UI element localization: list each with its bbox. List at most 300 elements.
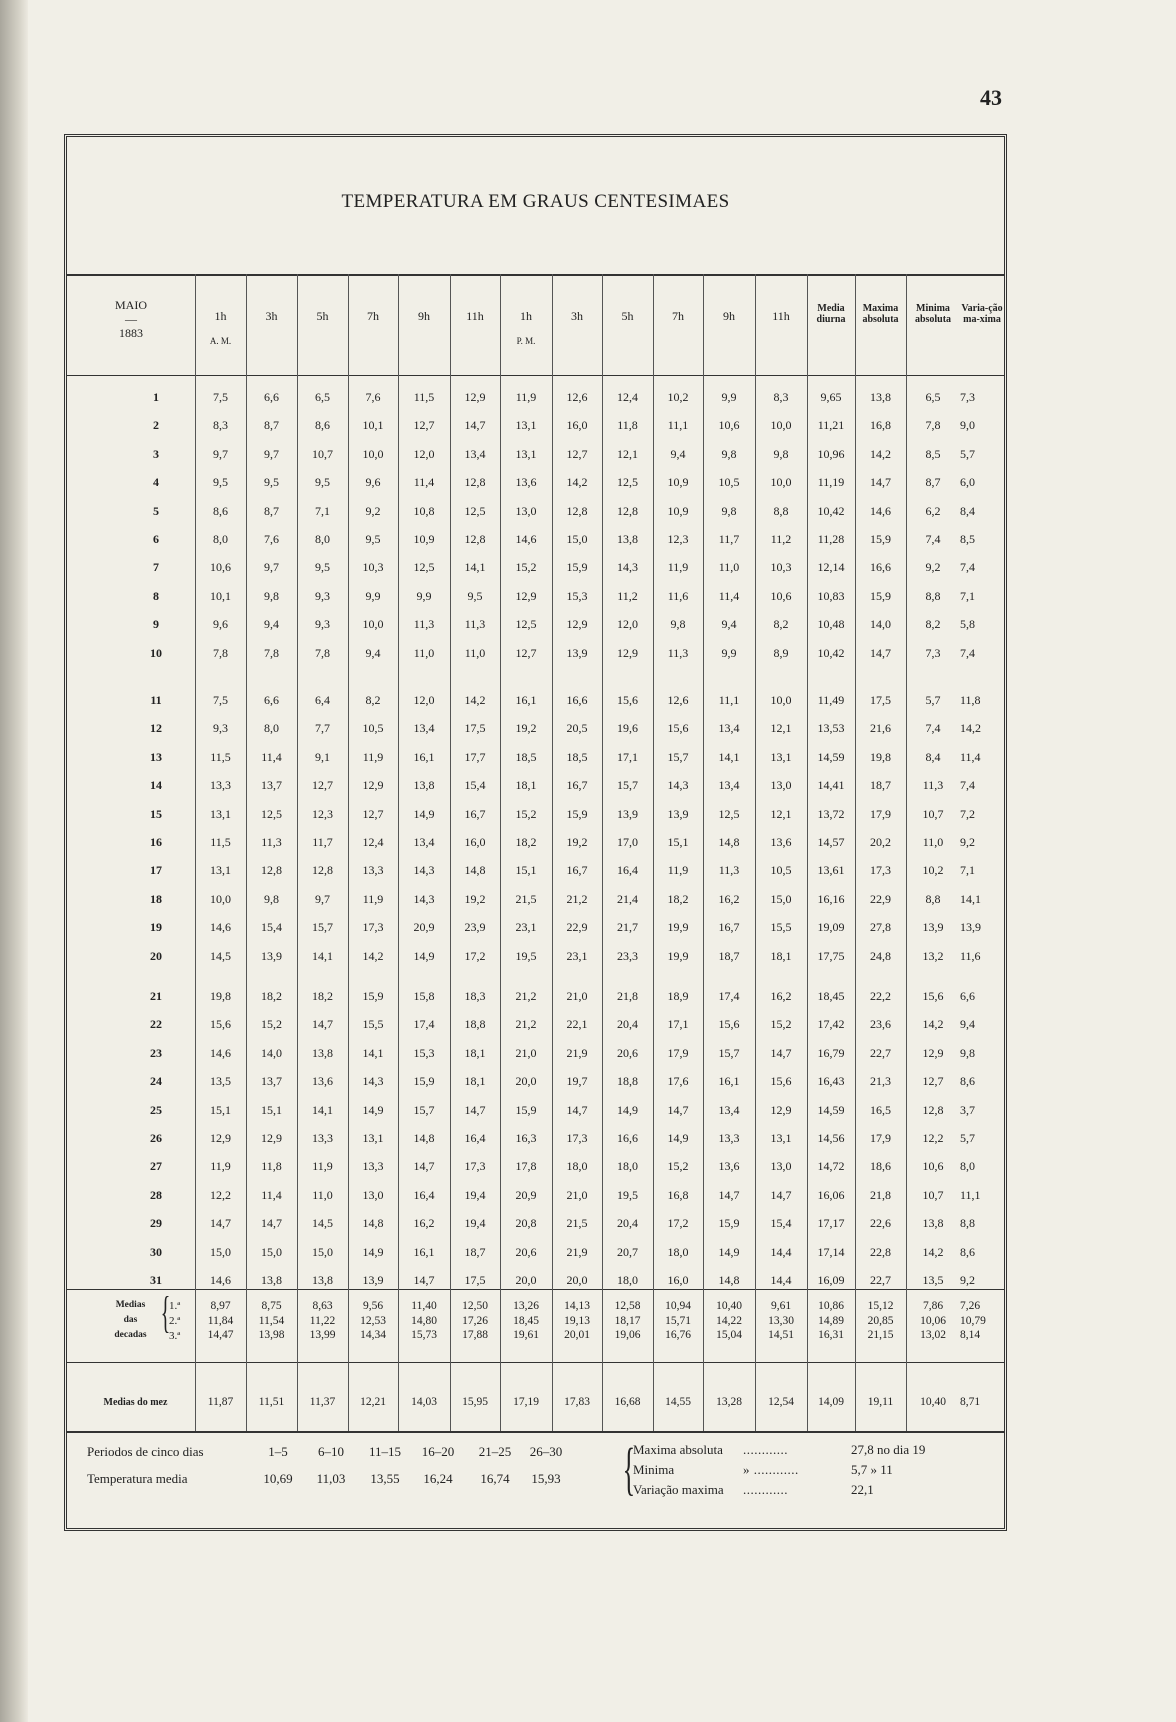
table-cell: 9,3: [315, 588, 330, 603]
table-cell: 12,6: [667, 693, 689, 707]
stat-dots: ............: [743, 1482, 788, 1497]
table-cell: 19,9: [667, 920, 689, 935]
table-cell: 24,8: [870, 948, 891, 963]
table-cell: 11,9: [515, 390, 537, 404]
table-cell: 15,5: [770, 920, 792, 935]
table-cell: 15,7: [413, 1102, 435, 1117]
table-cell: 12,9: [261, 1131, 282, 1145]
table-cell: 9,3: [213, 721, 228, 736]
table-cell: 13,5: [210, 1074, 231, 1089]
table-cell: 11,9: [362, 749, 384, 764]
decade-mean-cell: 7,26: [960, 1300, 981, 1312]
table-cell: 18,9: [667, 989, 689, 1003]
table-cell: 14,6: [870, 503, 891, 518]
table-cell: 14,72: [817, 1159, 845, 1174]
table-cell: 9,5: [213, 475, 228, 490]
table-cell: 14,3: [413, 891, 435, 906]
table-cell: 8,8: [773, 503, 789, 518]
table-cell: 17,2: [464, 948, 486, 963]
table-cell: 10,0: [770, 418, 792, 433]
table-cell: 18,5: [566, 749, 588, 764]
table-cell: 13,6: [770, 835, 792, 849]
table-cell: 14,2: [362, 948, 384, 963]
table-cell: 16,7: [718, 920, 740, 935]
table-cell: 18,0: [617, 1273, 638, 1287]
day-number: 1: [153, 390, 159, 404]
decade-mean-cell: 16,31: [818, 1329, 844, 1341]
table-cell: 17,14: [817, 1244, 845, 1259]
header-am: A. M.: [209, 336, 232, 346]
table-cell: 17,5: [870, 693, 891, 707]
table-cell: 8,5: [960, 532, 975, 546]
table-cell: 17,4: [718, 989, 740, 1003]
stat-value: 22,1: [851, 1482, 874, 1497]
table-cell: 13,8: [413, 778, 435, 793]
header-year: 1883: [119, 326, 143, 340]
table-cell: 15,9: [718, 1216, 740, 1231]
table-cell: 14,41: [817, 778, 845, 793]
month-mean-cell: 12,21: [360, 1396, 386, 1408]
decade-mean-cell: 10,06: [920, 1314, 946, 1327]
table-cell: 18,7: [870, 778, 891, 793]
table-cell: 15,9: [362, 989, 384, 1003]
table-cell: 17,3: [362, 920, 384, 935]
table-cell: 21,2: [566, 891, 588, 906]
decade-mean-cell: 17,88: [462, 1329, 488, 1341]
table-cell: 13,4: [718, 1102, 740, 1117]
table-cell: 12,8: [566, 503, 588, 518]
table-cell: 15,3: [413, 1045, 435, 1060]
table-cell: 10,7: [312, 446, 333, 461]
table-cell: 16,2: [770, 989, 792, 1003]
table-cell: 12,4: [617, 390, 638, 404]
table-cell: 9,2: [960, 1273, 975, 1287]
month-mean-cell: 11,87: [207, 1396, 234, 1408]
table-cell: 11,0: [312, 1187, 333, 1202]
table-cell: 6,6: [264, 693, 279, 707]
table-cell: 11,5: [210, 749, 231, 764]
table-cell: 11,8: [617, 418, 638, 433]
table-cell: 14,57: [817, 835, 845, 849]
table-cell: 16,8: [667, 1187, 689, 1202]
table-cell: 11,1: [718, 693, 740, 707]
table-cell: 18,0: [617, 1159, 638, 1174]
decade-mean-cell: 19,13: [564, 1314, 590, 1327]
stat-value: 27,8 no dia 19: [851, 1442, 926, 1457]
table-cell: 9,0: [960, 418, 975, 433]
table-cell: 8,6: [960, 1074, 975, 1089]
table-cell: 21,5: [515, 891, 537, 906]
table-cell: 11,8: [261, 1159, 282, 1174]
table-cell: 13,1: [515, 446, 537, 461]
decade-mean-cell: 8,63: [312, 1300, 333, 1312]
table-cell: 7,5: [213, 693, 228, 707]
table-cell: 14,6: [210, 920, 231, 935]
table-cell: 8,0: [264, 721, 279, 736]
table-cell: 10,7: [922, 806, 944, 821]
table-cell: 9,3: [315, 617, 330, 632]
decades-label-line: decadas: [114, 1330, 147, 1340]
table-cell: 5,7: [925, 693, 941, 707]
table-cell: 7,4: [960, 645, 975, 660]
table-cell: 21,9: [566, 1045, 588, 1060]
day-number: 23: [150, 1045, 162, 1060]
table-cell: 14,1: [312, 1102, 333, 1117]
table-cell: 11,6: [960, 948, 981, 963]
decade-mean-cell: 15,12: [867, 1300, 894, 1312]
table-cell: 5,7: [960, 1131, 975, 1145]
table-cell: 7,1: [960, 588, 975, 603]
table-cell: 14,9: [362, 1244, 384, 1259]
stat-value: 5,7 » 11: [851, 1462, 893, 1477]
table-cell: 11,0: [464, 645, 486, 660]
table-cell: 21,0: [515, 1045, 537, 1060]
period-mean-temp: 16,24: [423, 1471, 453, 1486]
table-cell: 15,6: [922, 989, 944, 1003]
table-cell: 11,4: [261, 1187, 282, 1202]
table-cell: 13,1: [210, 806, 231, 821]
table-cell: 5,8: [960, 617, 975, 632]
decade-mean-cell: 17,26: [462, 1314, 488, 1327]
table-cell: 11,3: [667, 645, 689, 660]
table-cell: 14,7: [870, 475, 891, 490]
table-cell: 13,3: [362, 1159, 384, 1174]
table-cell: 14,7: [464, 1102, 486, 1117]
table-cell: 12,6: [566, 390, 588, 404]
table-cell: 16,2: [413, 1216, 435, 1231]
table-cell: 11,3: [922, 778, 944, 793]
decade-mean-cell: 14,13: [564, 1300, 590, 1312]
table-cell: 13,8: [617, 532, 638, 546]
period-mean-temp: 16,74: [480, 1471, 510, 1486]
table-cell: 11,3: [261, 835, 282, 849]
table-cell: 13,6: [718, 1159, 740, 1174]
table-cell: 11,3: [718, 863, 740, 878]
table-cell: 10,0: [210, 891, 231, 906]
day-number: 17: [150, 863, 162, 878]
table-cell: 13,0: [770, 778, 792, 793]
day-number: 26: [150, 1131, 162, 1145]
period-range: 11–15: [368, 1444, 402, 1459]
table-cell: 13,4: [718, 721, 740, 736]
table-cell: 9,4: [264, 617, 279, 632]
column-header-9: 5h: [621, 309, 634, 323]
footer-top-rule: [67, 1431, 1004, 1433]
table-cell: 11,7: [312, 835, 333, 849]
decades-label-line: Medias: [115, 1300, 146, 1310]
day-number: 31: [150, 1273, 162, 1287]
month-mean-cell: 12,54: [768, 1396, 794, 1408]
table-cell: 15,1: [515, 863, 537, 878]
table-cell: 20,2: [870, 835, 891, 849]
month-mean-cell: 17,83: [564, 1396, 590, 1408]
table-cell: 15,5: [362, 1017, 384, 1032]
table-cell: 11,7: [718, 532, 740, 546]
table-cell: 7,4: [925, 532, 941, 546]
header-bottom-rule: [67, 375, 1004, 376]
decade-mean-cell: 14,89: [818, 1314, 844, 1327]
table-cell: 7,6: [264, 532, 279, 546]
table-cell: 12,5: [261, 806, 282, 821]
decade-mean-cell: 15,73: [411, 1329, 437, 1341]
table-cell: 15,4: [770, 1216, 792, 1231]
table-cell: 21,5: [566, 1216, 588, 1231]
table-cell: 13,8: [922, 1216, 944, 1231]
table-cell: 12,8: [617, 503, 638, 518]
table-cell: 17,4: [413, 1017, 435, 1032]
table-cell: 12,5: [515, 617, 537, 632]
table-cell: 19,2: [515, 721, 537, 736]
table-cell: 14,9: [718, 1244, 740, 1259]
table-cell: 14,0: [870, 617, 891, 632]
table-cell: 14,8: [464, 863, 486, 878]
table-cell: 12,5: [464, 503, 486, 518]
decade-key: 3.ª: [169, 1330, 181, 1342]
column-header-2: 3h: [265, 309, 278, 323]
table-cell: 9,7: [264, 560, 279, 575]
table-cell: 15,9: [566, 806, 588, 821]
table-cell: 9,8: [721, 446, 737, 461]
month-mean-cell: 15,95: [462, 1396, 488, 1408]
table-cell: 13,1: [770, 1131, 792, 1145]
decade-mean-cell: 14,34: [360, 1329, 386, 1341]
table-cell: 22,2: [870, 989, 891, 1003]
table-cell: 10,9: [413, 532, 435, 546]
table-cell: 22,8: [870, 1244, 891, 1259]
table-cell: 13,9: [960, 920, 981, 935]
table-cell: 9,2: [925, 560, 941, 575]
table-cell: 12,5: [718, 806, 740, 821]
table-cell: 9,7: [264, 446, 279, 461]
table-cell: 21,0: [566, 1187, 588, 1202]
table-cell: 11,0: [718, 560, 740, 575]
table-cell: 18,1: [464, 1074, 486, 1089]
table-cell: 7,1: [960, 863, 975, 878]
table-cell: 23,1: [515, 920, 537, 935]
header-dash: —: [125, 312, 137, 326]
table-cell: 18,8: [617, 1074, 638, 1089]
table-cell: 9,5: [315, 475, 330, 490]
table-cell: 8,0: [315, 532, 330, 546]
table-cell: 14,7: [770, 1187, 792, 1202]
column-header-3: 5h: [316, 309, 329, 323]
decade-mean-cell: 19,06: [614, 1329, 641, 1341]
table-cell: 11,19: [817, 475, 845, 490]
table-cell: 15,9: [870, 588, 891, 603]
column-header-13: Media diurna: [816, 303, 846, 325]
period-range: 16–20: [421, 1444, 455, 1459]
decade-mean-cell: 14,22: [716, 1314, 742, 1327]
table-cell: 12,9: [464, 390, 486, 404]
table-cell: 15,9: [413, 1074, 435, 1089]
column-header-5: 9h: [418, 309, 430, 323]
table-cell: 14,1: [718, 749, 740, 764]
table-cell: 12,5: [617, 475, 638, 490]
table-cell: 7,3: [960, 390, 975, 404]
table-cell: 10,5: [770, 863, 792, 878]
table-cell: 20,0: [515, 1074, 537, 1089]
table-cell: 19,5: [515, 948, 537, 963]
table-cell: 15,2: [515, 560, 537, 575]
table-cell: 13,0: [362, 1187, 384, 1202]
table-cell: 13,4: [718, 778, 740, 793]
table-cell: 11,9: [312, 1159, 333, 1174]
table-cell: 11,4: [261, 749, 282, 764]
table-cell: 21,8: [617, 989, 638, 1003]
table-cell: 9,8: [960, 1045, 975, 1060]
table-cell: 11,0: [922, 835, 944, 849]
month-mean-cell: 14,55: [665, 1396, 691, 1408]
table-cell: 18,1: [515, 778, 537, 793]
table-cell: 20,6: [515, 1244, 537, 1259]
table-cell: 15,4: [464, 778, 486, 793]
month-mean-cell: 10,40: [920, 1396, 946, 1408]
table-cell: 14,3: [667, 778, 689, 793]
day-number: 7: [153, 560, 159, 575]
table-cell: 13,9: [362, 1273, 384, 1287]
table-cell: 8,3: [213, 418, 228, 433]
decade-mean-cell: 15,04: [716, 1329, 742, 1341]
table-cell: 18,2: [515, 835, 537, 849]
table-cell: 9,7: [213, 446, 228, 461]
table-cell: 15,1: [667, 835, 689, 849]
table-cell: 11,6: [667, 588, 689, 603]
table-cell: 17,8: [515, 1159, 537, 1174]
table-cell: 13,9: [617, 806, 638, 821]
table-cell: 10,7: [922, 1187, 944, 1202]
table-cell: 15,0: [210, 1244, 231, 1259]
table-cell: 16,0: [667, 1273, 689, 1287]
table-cell: 13,3: [210, 778, 231, 793]
table-cell: 19,09: [817, 920, 845, 935]
table-cell: 19,8: [870, 749, 891, 764]
table-cell: 15,6: [770, 1074, 792, 1089]
table-cell: 13,0: [515, 503, 537, 518]
table-cell: 12,9: [210, 1131, 231, 1145]
table-cell: 14,8: [413, 1131, 435, 1145]
month-mean-cell: 14,03: [411, 1396, 437, 1408]
stat-label: Minima: [633, 1462, 675, 1477]
table-cell: 14,7: [464, 418, 486, 433]
table-frame: [64, 134, 1007, 1531]
day-number: 12: [150, 721, 162, 736]
day-number: 11: [150, 693, 162, 707]
table-cell: 10,0: [770, 475, 792, 490]
table-cell: 11,2: [617, 588, 638, 603]
table-cell: 20,9: [413, 920, 435, 935]
table-cell: 9,9: [721, 390, 737, 404]
table-cell: 7,3: [925, 645, 941, 660]
table-cell: 3,7: [960, 1102, 975, 1117]
table-cell: 6,5: [925, 390, 941, 404]
day-number: 22: [150, 1017, 162, 1032]
table-cell: 15,2: [261, 1017, 282, 1032]
table-cell: 21,7: [617, 920, 638, 935]
table-cell: 5,7: [960, 446, 975, 461]
day-number: 14: [150, 778, 162, 793]
table-cell: 16,1: [413, 1244, 435, 1259]
table-cell: 11,9: [210, 1159, 231, 1174]
table-cell: 14,7: [261, 1216, 282, 1231]
table-cell: 17,7: [464, 749, 486, 764]
table-cell: 18,2: [312, 989, 333, 1003]
table-cell: 13,7: [261, 1074, 282, 1089]
table-cell: 11,1: [960, 1187, 981, 1202]
table-cell: 11,4: [413, 475, 435, 490]
table-cell: 10,5: [362, 721, 384, 736]
day-number: 3: [153, 446, 159, 461]
table-cell: 6,6: [264, 390, 279, 404]
table-cell: 10,6: [770, 588, 792, 603]
table-cell: 19,2: [566, 835, 588, 849]
decade-mean-cell: 21,15: [867, 1329, 894, 1341]
table-cell: 9,2: [960, 835, 975, 849]
table-cell: 15,3: [566, 588, 588, 603]
table-cell: 13,4: [413, 835, 435, 849]
table-cell: 12,5: [413, 560, 435, 575]
table-cell: 14,6: [210, 1045, 231, 1060]
table-cell: 12,2: [922, 1131, 944, 1145]
header-top-rule: [67, 274, 1004, 276]
table-cell: 18,5: [515, 749, 537, 764]
column-header-4: 7h: [367, 309, 379, 323]
table-cell: 12,8: [261, 863, 282, 878]
table-cell: 14,7: [770, 1045, 792, 1060]
decade-mean-cell: 14,80: [411, 1314, 437, 1327]
table-cell: 13,3: [312, 1131, 333, 1145]
table-cell: 16,7: [566, 863, 588, 878]
table-cell: 22,1: [566, 1017, 588, 1032]
table-cell: 14,7: [210, 1216, 231, 1231]
table-cell: 8,8: [925, 891, 941, 906]
decades-label-line: das: [123, 1315, 138, 1325]
table-cell: 11,28: [817, 532, 845, 546]
month-mean-cell: 8,71: [960, 1396, 981, 1408]
table-cell: 17,3: [464, 1159, 486, 1174]
table-cell: 8,7: [264, 418, 279, 433]
decades-top-rule: [67, 1289, 1004, 1290]
table-cell: 13,8: [312, 1273, 333, 1287]
table-cell: 13,4: [464, 446, 486, 461]
column-header-12: 11h: [772, 309, 790, 323]
table-cell: 19,7: [566, 1074, 588, 1089]
table-cell: 9,7: [315, 891, 330, 906]
table-cell: 21,0: [566, 989, 588, 1003]
table-cell: 21,3: [870, 1074, 891, 1089]
period-range: 6–10: [318, 1444, 344, 1459]
column-header-10: 7h: [672, 309, 684, 323]
table-cell: 14,7: [566, 1102, 588, 1117]
table-cell: 12,7: [362, 806, 384, 821]
table-cell: 9,2: [365, 503, 381, 518]
table-cell: 12,3: [667, 532, 689, 546]
table-cell: 7,4: [960, 778, 975, 793]
table-cell: 16,6: [870, 560, 891, 575]
table-cell: 14,4: [770, 1273, 792, 1287]
table-cell: 8,8: [925, 588, 941, 603]
table-cell: 12,9: [515, 588, 537, 603]
table-cell: 20,8: [515, 1216, 537, 1231]
table-cell: 21,9: [566, 1244, 588, 1259]
table-cell: 13,4: [413, 721, 435, 736]
table-cell: 10,1: [362, 418, 384, 433]
period-mean-temp: 10,69: [263, 1471, 293, 1486]
table-cell: 13,9: [566, 645, 588, 660]
table-cell: 11,21: [817, 418, 845, 433]
table-cell: 13,7: [261, 778, 282, 793]
table-cell: 9,8: [721, 503, 737, 518]
day-number: 15: [150, 806, 162, 821]
